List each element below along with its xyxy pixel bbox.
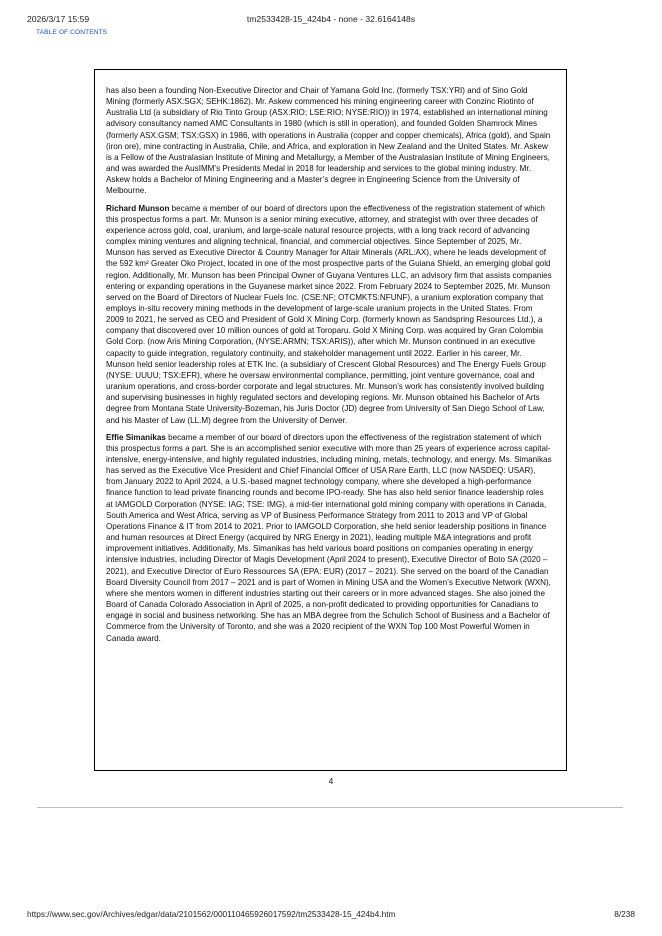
prospectus-page-frame xyxy=(94,69,567,771)
print-page-counter: 8/238 xyxy=(614,909,635,919)
bio-text: became a member of our board of directors upon the effectiveness of the registration statement of which this prospectus forms a part. She is an accomplished senior executive with more than 25 years of experience across capital-intensive, energy-intensive, and highly regulated industries, including mining, metals, technology, and energy. Ms. Simanikas has served as the Executive Vice President and Chief Financial Officer of USA Rare Earth, LLC (now NASDEQ: USAR), from January 2022 to April 2024, a U.S.-based magnet technology company, where she developed a high-performance finance function to lead private financing rounds and become IPO-ready. She has also held senior finance leadership roles at IAMGOLD Corporation (NYSE: IAG; TSE: IMG), a mid-tier international gold mining company with operations in Canada, South America and West Africa, serving as VP of Business Performance Strategy from 2011 to 2013 and VP of Global Operations Finance & IT from 2014 to 2021. Prior to IAMGOLD Corporation, she held senior leadership positions in finance and human resources at Direct Energy (acquired by NRG Energy in 2021), leading multiple M&A integrations and profit improvement initiatives. Additionally, Ms. Simanikas has held various board positions on companies operating in energy intensive industries, including Director of Magis Development (April 2024 to present), Executive Director of Boto SA (2020 – 2021), and Executive Director of Euro Ressources SA (EPA: EUR) (2017 – 2021). She served on the board of the Canadian Board Diversity Council from 2017 – 2021 and is part of Women in Mining USA and the Women’s Executive Network (WXN), where she mentors women in different industries starting out their careers or in more advanced stages. She also joined the Board of Canada Colorado Association in April of 2025, a non-profit dedicated to providing opportunities for Canadians to engage in social and business networking. She has an MBA degree from the Schulich School of Business and a Bachelor of Commerce from the University of Toronto, and she was a 2020 recipient of the WXN Top 100 Most Powerful Women in Canada award. xyxy=(106,432,552,643)
bio-text: has also been a founding Non-Executive Director and Chair of Yamana Gold Inc. (formerly TSX:YRI) and of Sino Gold Mining (formerly ASX:SGX; SEHK:1862). Mr. Askew commenced his mining engineering career with Conzinc Riotinto of Australia Ltd (a subsidiary of Rio Tinto Group (ASX:RIO; LSE:RIO; NYSE:RIO)) in 1974, established an international mining advisory consultancy named AMC Consultants in 1980 (which is still in operation), and founded Golden Shamrock Mines (formerly ASX:GSM; TSX:GSX) in 1986, with operations in Australia (copper and copper chemicals), Africa (gold), and Spain (iron ore), mine contracting in Australia, Chile, and Africa, and exploration in New Zealand and the United States. Mr. Askew is a Fellow of the Australasian Institute of Mining and Metallurgy, a Member of the Australasian Institute of Mining Engineers, and was awarded the AusIMM’s Presidents Medal in 2018 for leadership and services to the global mining industry. Mr. Askew holds a Bachelor of Mining Engineering and a Master’s degree in Engineering Science from the University of Melbourne. xyxy=(106,86,551,196)
bio-text: became a member of our board of directors upon the effectiveness of the registration statement of which this prospectus forms a part. Mr. Munson is a senior mining executive, attorney, and strategist with over three decades of experience across gold, coal, uranium, and large-scale natural resource projects, with a long track record of advancing complex mining ventures and aligning technical, financial, and commercial objectives. Since September of 2025, Mr. Munson has served as Executive Director & Country Manager for Altair Minerals (ARL:AX), where he leads development of the 592 km² Greater Oko Project, located in one of the most prospective parts of the Guiana Shield, an emerging global gold region. Additionally, Mr. Munson has been Principal Owner of Guyana Ventures LLC, an advisory firm that assists companies entering or expanding operations in the Guyanese market since 2022. From February 2024 to September 2025, Mr. Munson served on the Board of Directors of Nuclear Fuels Inc. (CSE:NF; OTCMKTS:NFUNF), a uranium exploration company that employs in-situ recovery mining methods in the development of large-scale uranium projects in the United States. From 2009 to 2021, he served as CEO and President of Gold X Mining Corp. (formerly known as Sandspring Resources Ltd.), a company that discovered over 10 million ounces of gold at Toroparu. Gold X Mining Corp. was acquired by Gran Colombia Gold Corp. (now Aris Mining Corporation, (NYSE:ARMN; TSX:ARIS)), after which Mr. Munson continued in an executive capacity to guide integration, regulatory continuity, and stakeholder management until 2022. Earlier in his career, Mr. Munson held senior leadership roles at ETK Inc. (a subsidiary of Crescent Global Resources) and The Energy Fuels Group (NYSE: UUUU; TSX:EFR), where he oversaw environmental compliance, permitting, joint venture governance, coal and uranium operations, and cross-border corporate and legal structures. Mr. Munson’s work has consistently involved building and supervising businesses in highly regulated sectors and developing regions. Mr. Munson obtained his Bachelor of Arts degree from Montana State University-Bozeman, his Juris Doctor (JD) degree from University of San Diego School of Law, and his Master of Law (LL.M) degree from the University of Denver. xyxy=(106,203,552,425)
director-name: Effie Simanikas xyxy=(106,432,166,442)
table-of-contents-link[interactable]: TABLE OF CONTENTS xyxy=(36,29,108,36)
print-url: https://www.sec.gov/Archives/edgar/data/2101562/000110465926017592/tm2533428-15_424b4.htm xyxy=(27,909,396,919)
page-divider xyxy=(37,807,623,808)
print-document-title: tm2533428-15_424b4 - none - 32.6164148s xyxy=(246,14,416,24)
print-datetime: 2026/3/17 15:59 xyxy=(27,14,90,24)
bio-paragraph-askew xyxy=(106,85,552,197)
director-biographies xyxy=(106,85,552,650)
bio-paragraph-simanikas xyxy=(106,432,552,644)
page-number: 4 xyxy=(328,776,334,786)
director-name: Richard Munson xyxy=(106,203,170,213)
bio-paragraph-munson xyxy=(106,203,552,426)
